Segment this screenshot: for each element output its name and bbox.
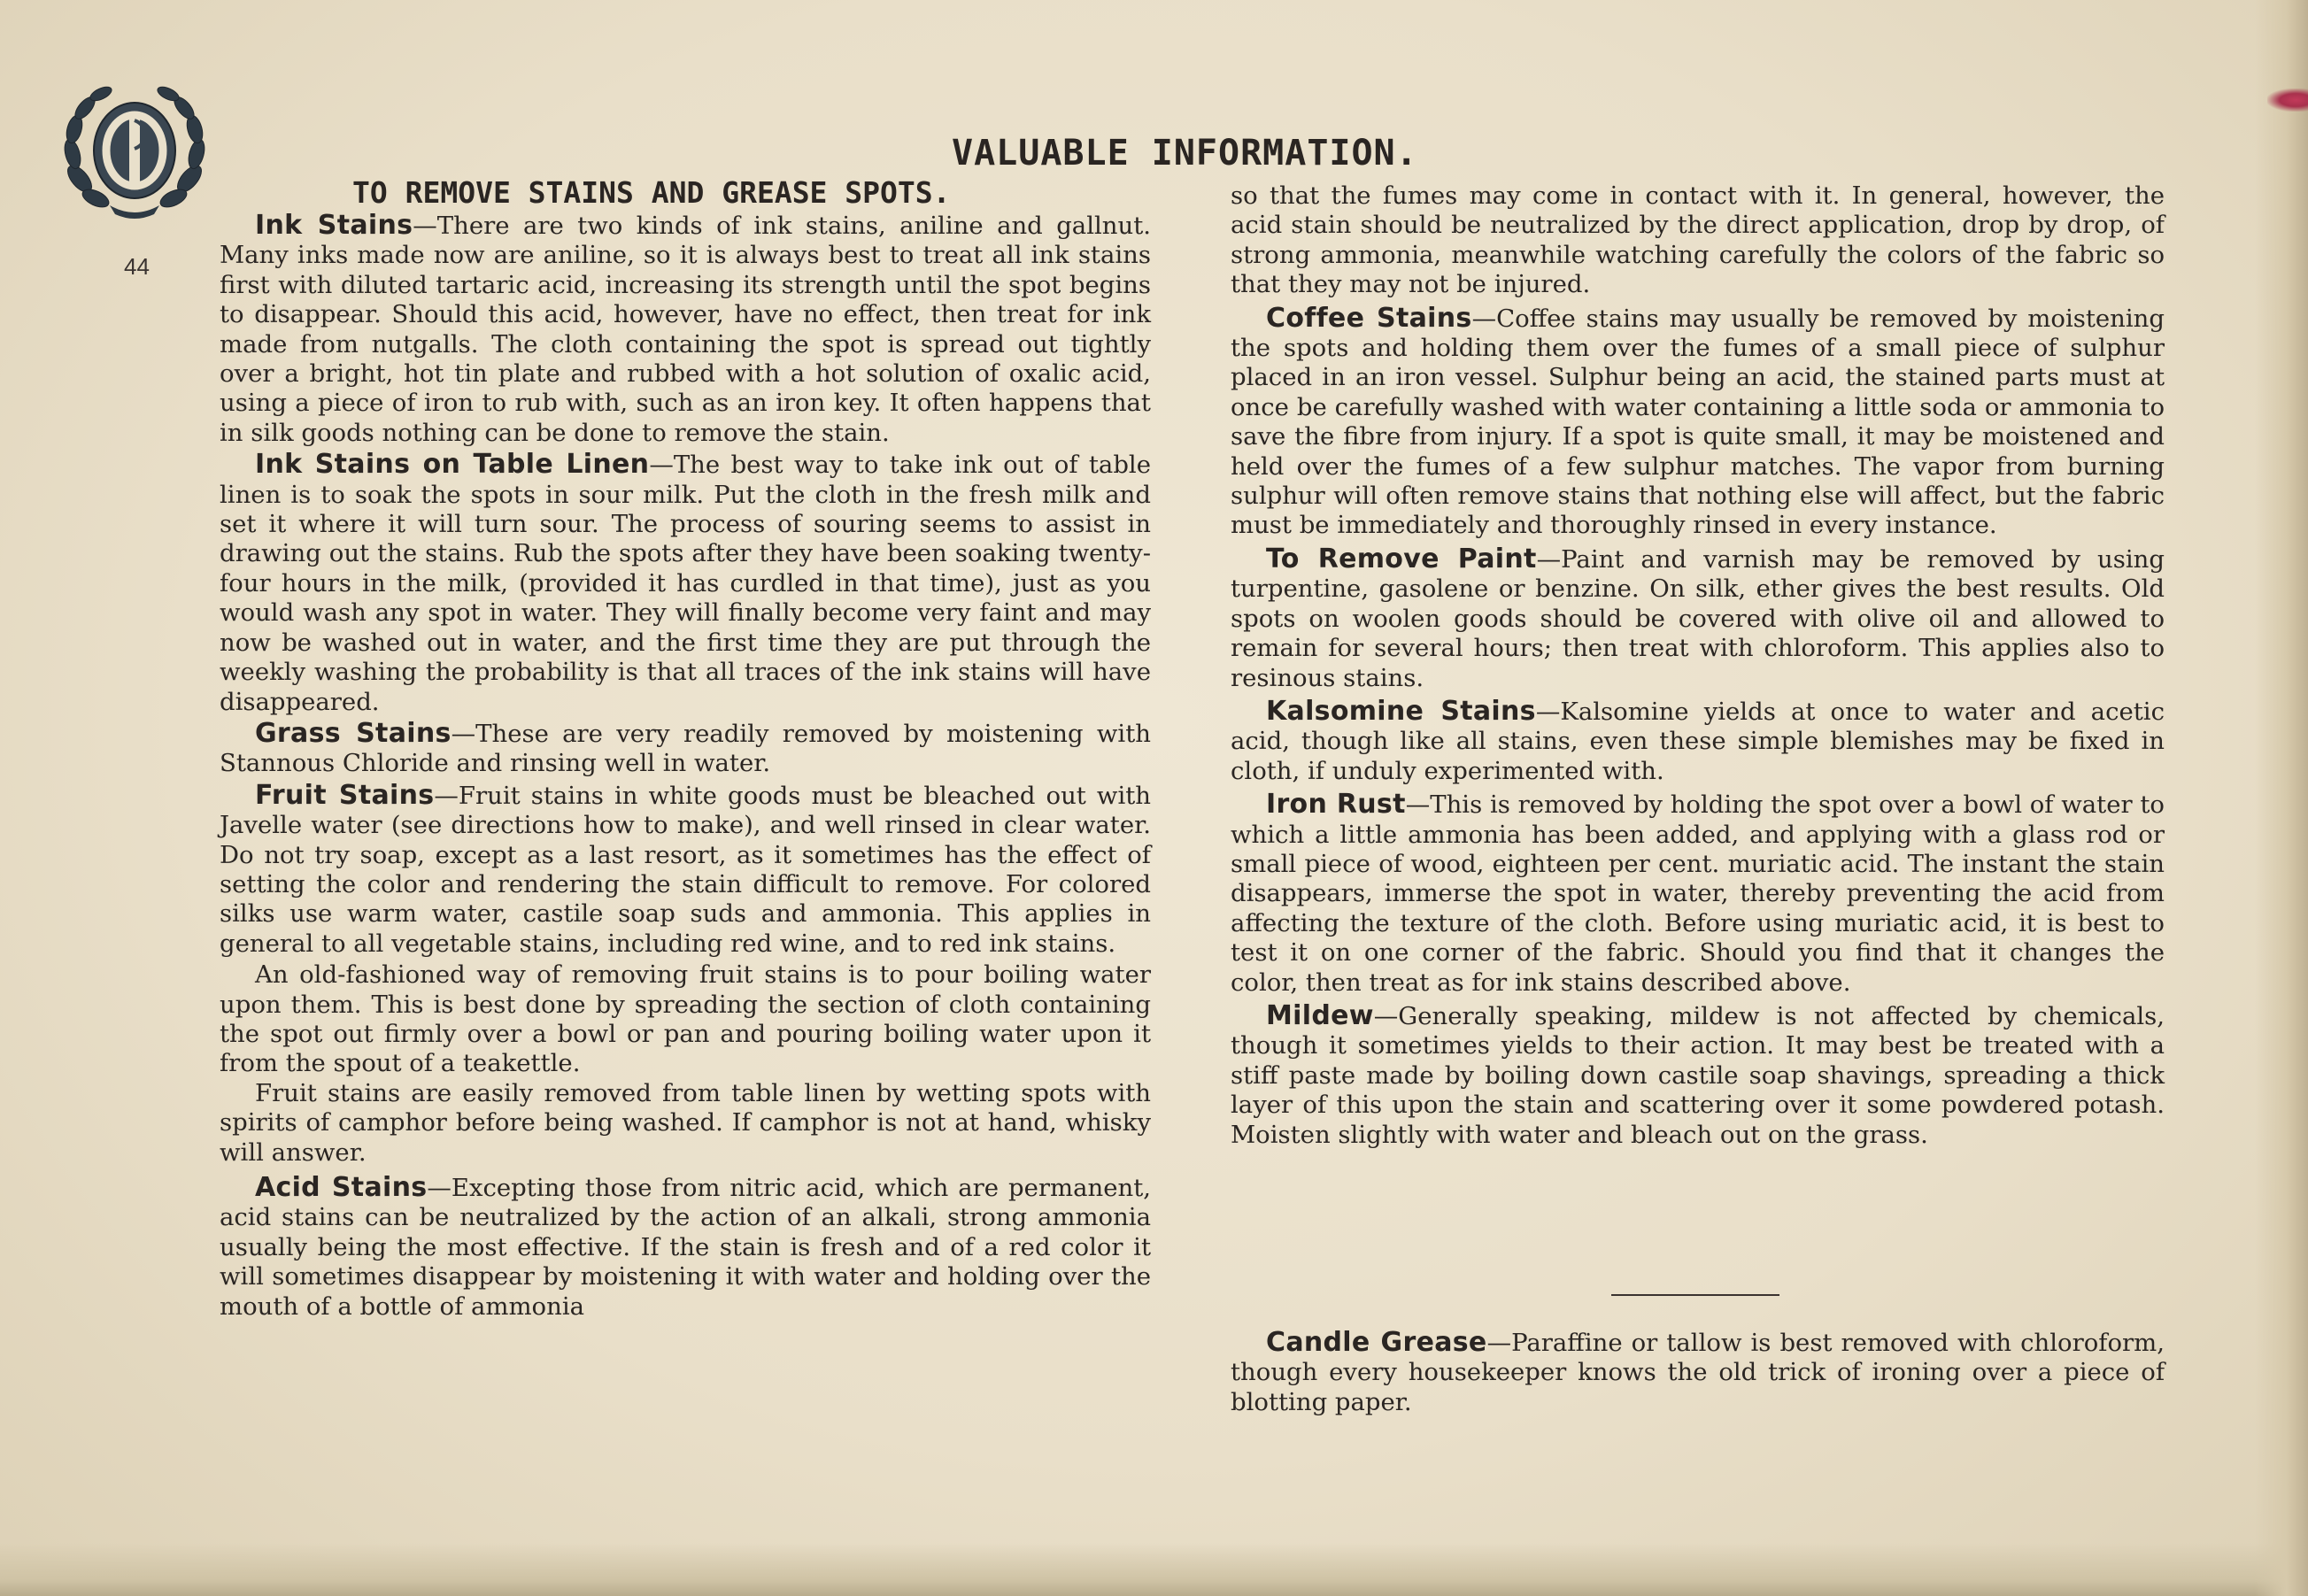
entry-heading: Ink Stains: [255, 210, 413, 241]
entry-heading: Acid Stains: [255, 1172, 428, 1203]
entry-mildew: [1231, 1001, 2165, 1150]
page-edge-right: [2255, 0, 2308, 1596]
left-column: [220, 211, 1151, 1323]
section-divider: [1611, 1294, 1779, 1296]
binding-thread-mark: [2267, 89, 2308, 112]
entry-iron-rust: [1231, 790, 2165, 998]
entry-heading: Iron Rust: [1266, 789, 1406, 821]
entry-candle-grease: [1231, 1328, 2165, 1417]
page-edge-bottom: [0, 1543, 2308, 1596]
entry-heading: Mildew: [1266, 999, 1374, 1031]
entry-text: —These are very readily removed by moistening with Stannous Chloride and rinsing well in water.: [220, 719, 1151, 778]
paragraph-acid-continued: so that the fumes may come in contact with it. In general, however, the acid stain should be neutralized by the direct application, drop by drop, of strong ammonia, meanwhile watching carefully the colors of the fabric so that they may not be injured.: [1231, 181, 2165, 299]
entry-heading: Kalsomine Stains: [1266, 695, 1536, 727]
laurel-wreath-emblem-icon: [60, 81, 209, 223]
entry-text: —There are two kinds of ink stains, aniline and gallnut. Many inks made now are aniline, so it is always best to treat all ink stains first with diluted tartaric acid, increasing its strength until the spot begins to disappear. Should this acid, however, have no effect, then treat for ink made from nutgalls. The cloth containing the spot is spread out tightly over a bright, hot tin plate and rubbed with a hot solution of oxalic acid, using a piece of iron to rub with, such as an iron key. It often happens that in silk goods nothing can be done to remove the stain.: [220, 212, 1151, 447]
entry-heading: Candle Grease: [1266, 1327, 1487, 1358]
entry-heading: Fruit Stains: [255, 779, 435, 811]
entry-acid-stains: [220, 1173, 1151, 1322]
paragraph-fruit-old-fashioned: An old-fashioned way of removing fruit stains is to pour boiling water upon them. This is best done by spreading the section of cloth containing the spot out firmly over a bowl or pan and pouring boiling water upon it from the spout of a teakettle.: [220, 960, 1151, 1078]
paragraph-fruit-camphor: Fruit stains are easily removed from table linen by wetting spots with spirits of camphor before being washed. If camphor is not at hand, whisky will answer.: [220, 1078, 1151, 1167]
entry-kalsomine-stains: [1231, 697, 2165, 786]
entry-heading: Ink Stains on Table Linen: [255, 449, 650, 481]
entry-ink-stains: [220, 211, 1151, 448]
entry-grass-stains: [220, 719, 1151, 779]
page-title: VALUABLE INFORMATION.: [952, 133, 1418, 173]
entry-heading: To Remove Paint: [1266, 543, 1537, 574]
entry-fruit-stains: [220, 781, 1151, 959]
entry-text: —Paint and varnish may be removed by using turpentine, gasolene or benzine. On silk, ether gives the best results. Old spots on woolen goods should be covered with olive oil and allowed to remain for several hours; then treat with chloroform. This applies also to resinous stains.: [1231, 544, 2165, 692]
entry-heading: Coffee Stains: [1266, 302, 1472, 334]
entry-text: —Coffee stains may usually be removed by moistening the spots and holding them over the fumes of a small piece of sulphur placed in an iron vessel. Sulphur being an acid, the stained parts must at once be carefully washed with water containing a little soda or ammonia to save the fibre from injury. If a spot is quite small, it may be moistened and held over the fumes of a few sulphur matches. The vapor from burning sulphur will often remove stains that nothing else will affect, but the fabric must be immediately and thoroughly rinsed in every instance.: [1231, 304, 2165, 540]
entry-heading: Grass Stains: [255, 717, 452, 749]
entry-text: —Paraffine or tallow is best removed with chloroform, though every housekeeper knows the old trick of ironing over a piece of blotting paper.: [1231, 1329, 2165, 1416]
entry-coffee-stains: [1231, 304, 2165, 541]
right-column: [1231, 181, 2165, 1152]
entry-text: —Generally speaking, mildew is not affected by chemicals, though it sometimes yields to their action. It may best be treated with a stiff paste made by boiling down castile soap shavings, spreading a thick layer of this upon the stain and scattering over it some powdered potash. Moisten slightly with water and bleach out on the grass.: [1231, 1001, 2165, 1149]
entry-text: —Kalsomine yields at once to water and acetic acid, though like all stains, even these simple blemishes may be fixed in cloth, if unduly experimented with.: [1231, 697, 2165, 785]
section-title: TO REMOVE STAINS AND GREASE SPOTS.: [352, 175, 951, 210]
entry-text: —This is removed by holding the spot over a bowl of water to which a little ammonia has been added, and applying with a glass rod or small piece of wood, eighteen per cent. muriatic acid. The instant the stain disappears, immerse the spot in water, thereby preventing the acid from affecting the texture of the cloth. Before using muriatic acid, it is best to test it on one corner of the fabric. Should you find that it changes the color, then treat as for ink stains described above.: [1231, 790, 2165, 997]
page-number: 44: [124, 253, 150, 280]
entry-text: —Fruit stains in white goods must be bleached out with Javelle water (see directions how to make), and well rinsed in clear water. Do not try soap, except as a last resort, as it sometimes has the effect of setting the color and rendering the stain difficult to remove. For colored silks use warm water, castile soap suds and ammonia. This applies in general to all vegetable stains, including red wine, and to red ink stains.: [220, 781, 1151, 958]
entry-text: —Excepting those from nitric acid, which are permanent, acid stains can be neutralized by the action of an alkali, strong ammonia usually being the most effective. If the stain is fresh and of a red color it will sometimes disappear by moistening it with water and holding over the mouth of a bottle of ammonia: [220, 1174, 1151, 1321]
entry-remove-paint: [1231, 544, 2165, 693]
entry-ink-stains-table-linen: [220, 450, 1151, 717]
entry-text: —The best way to take ink out of table linen is to soak the spots in sour milk. Put the cloth in the fresh milk and set it where it will turn sour. The process of souring seems to assist in drawing out the stains. Rub the spots after they have been soaking twenty-four hours in the milk, (provided it has curdled in that time), just as you would wash any spot in water. They will finally become very faint and may now be washed out in water, and the first time they are put through the weekly washing the probability is that all traces of the ink stains will have disappeared.: [220, 451, 1152, 716]
